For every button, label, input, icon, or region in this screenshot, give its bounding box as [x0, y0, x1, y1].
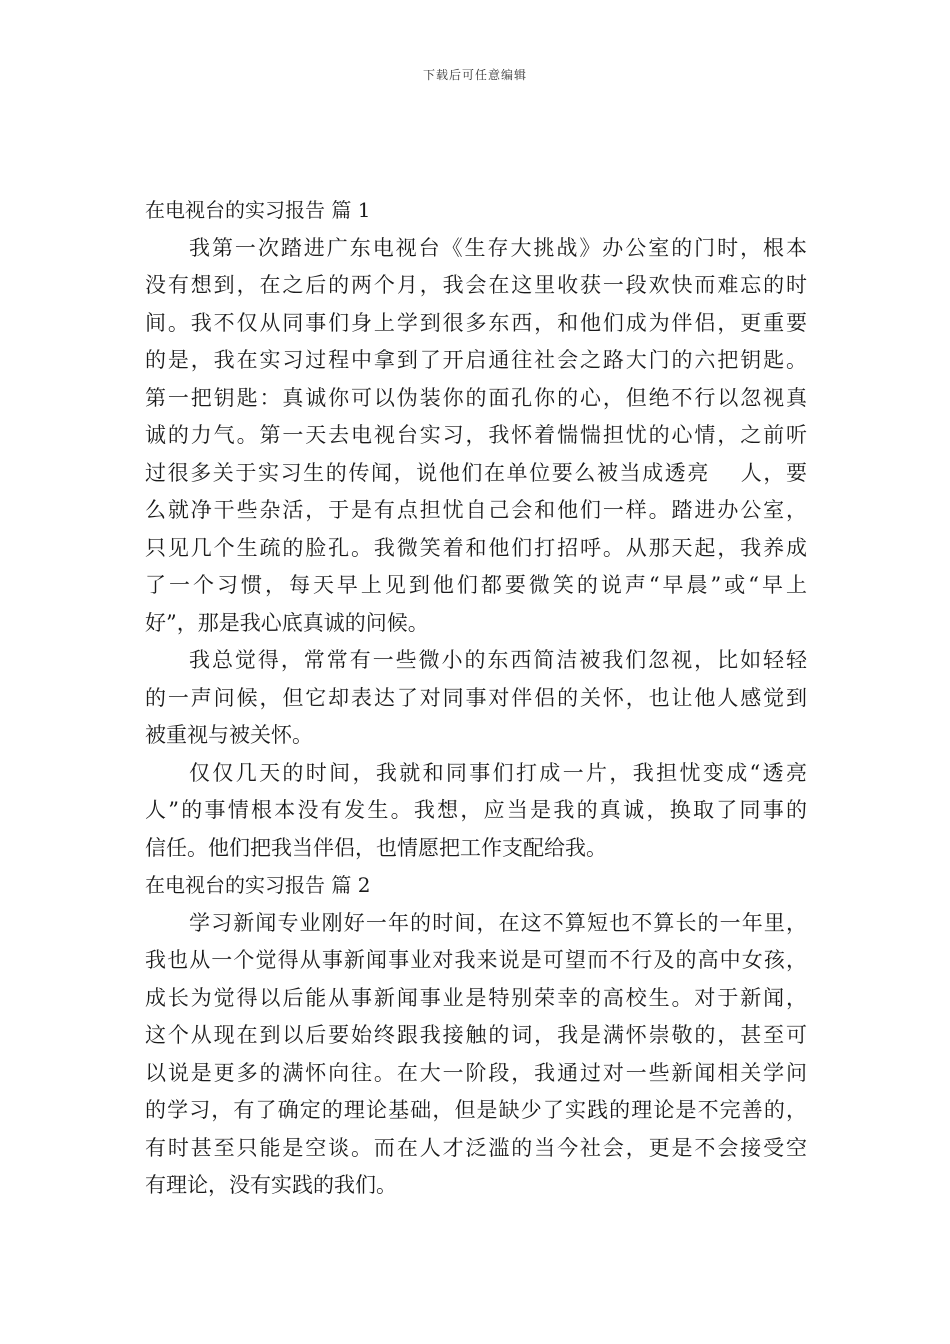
section-1-title: 在电视台的实习报告 篇 1 [145, 198, 371, 222]
paragraph-line: 我第一次踏进广东电视台《生存大挑战》办公室的门时，根本 [189, 235, 807, 260]
paragraph-line: 学习新闻专业刚好一年的时间，在这不算短也不算长的一年里， [189, 910, 807, 935]
paragraph-line: 过很多关于实习生的传闻，说他们在单位要么被当成透亮 人，要 [145, 460, 807, 485]
section-1-paragraph-1 [145, 230, 807, 643]
paragraph-line: 以说是更多的满怀向往。在大一阶段，我通过对一些新闻相关学问 [145, 1060, 807, 1085]
section-1-paragraph-2 [145, 642, 807, 755]
paragraph-line: 信任。他们把我当伴侣，也情愿把工作支配给我。 [145, 835, 607, 860]
paragraph-line: 成长为觉得以后能从事新闻事业是特别荣幸的高校生。对于新闻， [145, 985, 807, 1010]
paragraph-line: 只见几个生疏的脸孔。我微笑着和他们打招呼。从那天起，我养成 [145, 535, 807, 560]
paragraph-line: 的学习，有了确定的理论基础，但是缺少了实践的理论是不完善的， [145, 1098, 807, 1122]
document-body [145, 192, 807, 1205]
section-2-paragraph-1 [145, 905, 807, 1205]
paragraph-line: 好”，那是我心底真诚的问候。 [145, 610, 429, 635]
paragraph-line: 么就净干些杂活，于是有点担忧自己会和他们一样。踏进办公室， [145, 498, 807, 522]
paragraph-line: 仅仅几天的时间，我就和同事们打成一片，我担忧变成“透亮 [189, 760, 807, 785]
paragraph-line: 有理论，没有实践的我们。 [145, 1173, 397, 1197]
paragraph-line: 的一声问候，但它却表达了对同事对伴侣的关怀，也让他人感觉到 [145, 685, 807, 710]
paragraph-line: 被重视与被关怀。 [145, 723, 313, 747]
header-note: 下载后可任意编辑 [422, 68, 527, 82]
paragraph-line: 我总觉得，常常有一些微小的东西简洁被我们忽视，比如轻轻 [189, 648, 807, 672]
paragraph-line: 有时甚至只能是空谈。而在人才泛滥的当今社会，更是不会接受空 [145, 1135, 807, 1160]
paragraph-line: 没有想到，在之后的两个月，我会在这里收获一段欢快而难忘的时 [145, 273, 807, 297]
paragraph-line: 我也从一个觉得从事新闻事业对我来说是可望而不行及的高中女孩， [145, 948, 807, 972]
paragraph-line: 了一个习惯，每天早上见到他们都要微笑的说声“早晨”或“早上 [145, 573, 807, 597]
paragraph-line: 这个从现在到以后要始终跟我接触的词，我是满怀崇敬的，甚至可 [145, 1023, 807, 1047]
paragraph-line: 诚的力气。第一天去电视台实习，我怀着惴惴担忧的心情，之前听 [145, 423, 807, 447]
paragraph-line: 人”的事情根本没有发生。我想，应当是我的真诚，换取了同事的 [145, 798, 807, 822]
paragraph-line: 间。我不仅从同事们身上学到很多东西，和他们成为伴侣，更重要 [145, 310, 807, 335]
paragraph-line: 的是，我在实习过程中拿到了开启通往社会之路大门的六把钥匙。 [145, 348, 807, 372]
paragraph-line: 第一把钥匙：真诚你可以伪装你的面孔你的心，但绝不行以忽视真 [145, 385, 807, 410]
section-1-paragraph-3 [145, 755, 807, 868]
section-2-title: 在电视台的实习报告 篇 2 [145, 873, 371, 897]
